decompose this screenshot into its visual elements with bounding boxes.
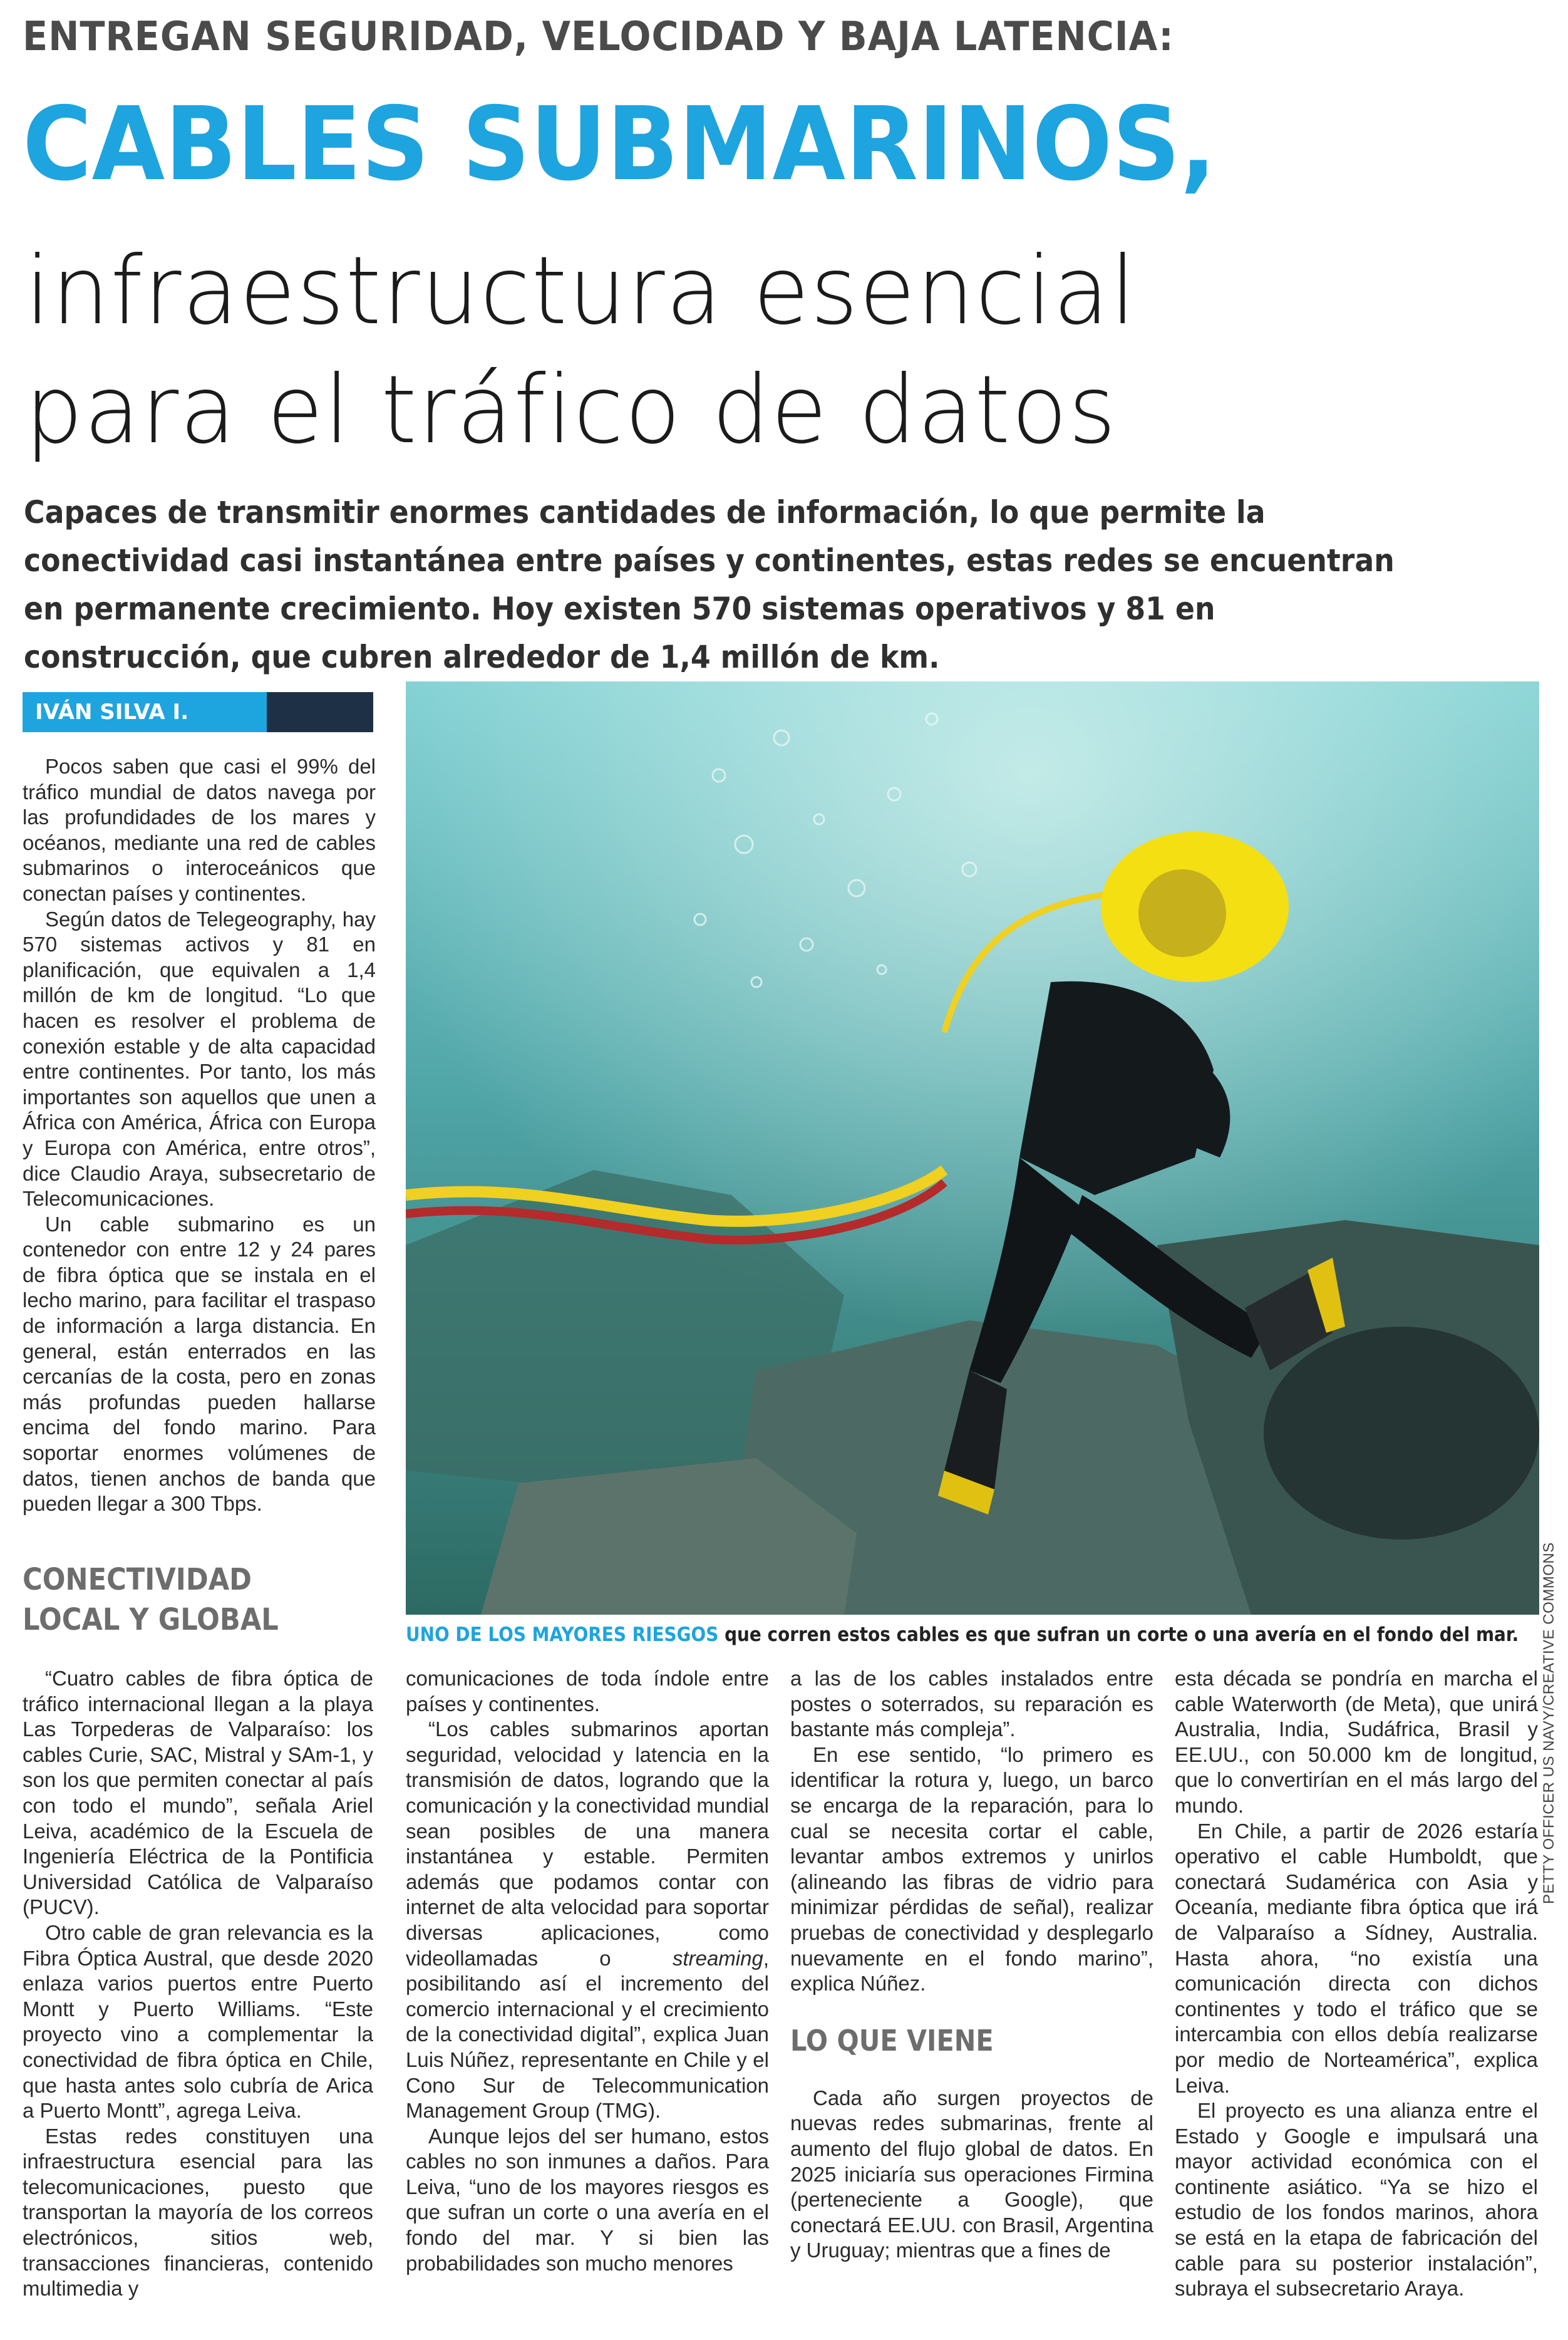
subhead-lo-que-viene: LO QUE VIENE xyxy=(790,2023,994,2058)
paragraph: Un cable submarino es un contenedor con entre 12 y 24 pares de fibra óptica que se instala en el lecho marino, para facilitar el traspaso de información a larga distancia. En general, están enterrados en las cercanías de la costa, pero en zonas más profundas pueden hallarse encima del fondo marino. Para soportar enormes volúmenes de datos, tienen anchos de banda que pueden llegar a 300 Tbps. xyxy=(23,1212,376,1516)
caption-text: que corren estos cables es que sufran un corte o una avería en el fondo del mar. xyxy=(718,1623,1519,1646)
kicker: ENTREGAN SEGURIDAD, VELOCIDAD Y BAJA LATENCIA: xyxy=(23,14,1174,60)
paragraph: En Chile, a partir de 2026 estaría operativo el cable Humboldt, que conectará Sudamérica con Asia y Oceanía, mediante fibra óptica que irá de Valparaíso a Sídney, Australia. Hasta ahora, “no existía una comunicación directa con dichos continentes y todo el tráfico que se intercambia con ellos debía realizarse por medio de Norteamérica”, explica Leiva. xyxy=(1175,1819,1538,2097)
paragraph: Cada año surgen proyectos de nuevas redes submarinas, frente al aumento del flujo global de datos. En 2025 iniciaría sus operaciones Firmina (perteneciente a Google), que conectará EE.UU. con Brasil, Argentina y Uruguay; mientras que a fines de xyxy=(790,2086,1153,2262)
paragraph: Estas redes constituyen una infraestructura esencial para las telecomunicaciones, puesto que transportan la mayoría de los correos electrónicos, sitios web, transacciones financieras, contenido multimedia y xyxy=(23,2124,373,2301)
photo-caption xyxy=(406,1623,1519,1646)
headline-sub-line-2: para el tráfico de datos xyxy=(25,356,1117,465)
paragraph: En ese sentido, “lo primero es identificar la rotura y, luego, un barco se encarga de la reparación, para lo cual se necesita cortar el cable, levantar ambos extremos y unirlos (alineando las fibras de vidrio para minimizar pérdidas de señal), realizar pruebas de conectividad y desplegarlo nuevamente en el fondo marino”, explica Núñez. xyxy=(790,1742,1153,1996)
paragraph: a las de los cables instalados entre postes o soterrados, su reparación es bastante más compleja”. xyxy=(790,1667,1153,1741)
diver-photo-illustration xyxy=(406,681,1539,1615)
caption-lead-in: UNO DE LOS MAYORES RIESGOS xyxy=(406,1623,719,1646)
paragraph: Otro cable de gran relevancia es la Fibra Óptica Austral, que desde 2020 enlaza varios puertos entre Puerto Montt y Puerto Williams. “Este proyecto vino a complementar la conectividad de fibra óptica en Chile, que hasta antes solo cubría de Arica a Puerto Montt”, agrega Leiva. xyxy=(23,1920,373,2123)
paragraph: “Cuatro cables de fibra óptica de tráfico internacional llegan a la playa Las Torpederas de Valparaíso: los cables Curie, SAC, Mistral y SAm-1, y son los que permiten conectar al país con todo el mundo”, señala Ariel Leiva, académico de la Escuela de Ingeniería Eléctrica de la Pontificia Universidad Católica de Valparaíso (PUCV). xyxy=(23,1667,373,1919)
paragraph: Según datos de Telegeography, hay 570 sistemas activos y 81 en planificación, que equivalen a 1,4 millón de km de longitud. “Lo que hacen es resolver el problema de conexión estable y de alta capacidad entre continentes. Por tanto, los más importantes son aquellos que unen a África con América, África con Europa y Europa con América, entre otros”, dice Claudio Araya, subsecretario de Telecomunicaciones. xyxy=(23,907,376,1211)
headline: CABLES SUBMARINOS, xyxy=(23,86,1217,204)
byline: IVÁN SILVA I. xyxy=(35,700,189,725)
photo-credit: PETTY OFFICER US NAVY/CREATIVE COMMONS xyxy=(1540,1542,1557,1904)
subhead-conectividad: CONECTIVIDAD LOCAL Y GLOBAL xyxy=(23,1562,279,1637)
paragraph: esta década se pondría en marcha el cable Waterworth (de Meta), que unirá Australia, India, Sudáfrica, Brasil y EE.UU., con 50.000 km de longitud, que lo convertirían en el más largo del mundo. xyxy=(1175,1667,1538,1817)
body-column-1 xyxy=(23,1666,373,2302)
intro-column xyxy=(23,754,376,1517)
diver-photo xyxy=(406,681,1539,1615)
body-column-3 xyxy=(790,1666,1153,2264)
body-column-2 xyxy=(406,1666,769,2276)
paragraph: Pocos saben que casi el 99% del tráfico mundial de datos navega por las profundidades de los mares y océanos, mediante una red de cables submarinos o interoceánicos que conectan países y continentes. xyxy=(23,755,376,905)
headline-sub-line-1: infraestructura esencial xyxy=(25,237,1137,346)
byline-bar-accent xyxy=(267,692,373,732)
paragraph: El proyecto es una alianza entre el Estado y Google e impulsará una mayor actividad económica con el continente asiático. “Ya se hizo el estudio de los fondos marinos, ahora se está en la etapa de fabricación del cable para su posterior instalación”, subraya el subsecretario Araya. xyxy=(1175,2099,1538,2301)
paragraph: “Los cables submarinos aportan seguridad, velocidad y latencia en la transmisión de datos, logrando que la comunicación y la conectividad mundial sean posibles de una manera instantánea y estable. Permiten además que podamos contar con internet de alta velocidad para soportar diversas aplicaciones, como videollamadas o streaming, posibilitando así el incremento del comercio internacional y el crecimiento de la conectividad digital”, explica Juan Luis Núñez, representante en Chile y el Cono Sur de Telecommunication Management Group (TMG). xyxy=(406,1717,769,2123)
paragraph: comunicaciones de toda índole entre países y continentes. xyxy=(406,1667,769,1716)
lead-paragraph: Capaces de transmitir enormes cantidades de información, lo que permite la conectividad casi instantánea entre países y continentes, estas redes se encuentran en permanente crecimiento. Hoy existen 570 sistemas operativos y 81 en construcción, que cubren alrededor de 1,4 millón de km. xyxy=(24,494,1395,675)
body-column-4 xyxy=(1175,1666,1538,2302)
paragraph: Aunque lejos del ser humano, estos cables no son inmunes a daños. Para Leiva, “uno de los mayores riesgos es que sufran un corte o una avería en el fondo del mar. Y si bien las probabilidades son mucho menores xyxy=(406,2124,769,2275)
